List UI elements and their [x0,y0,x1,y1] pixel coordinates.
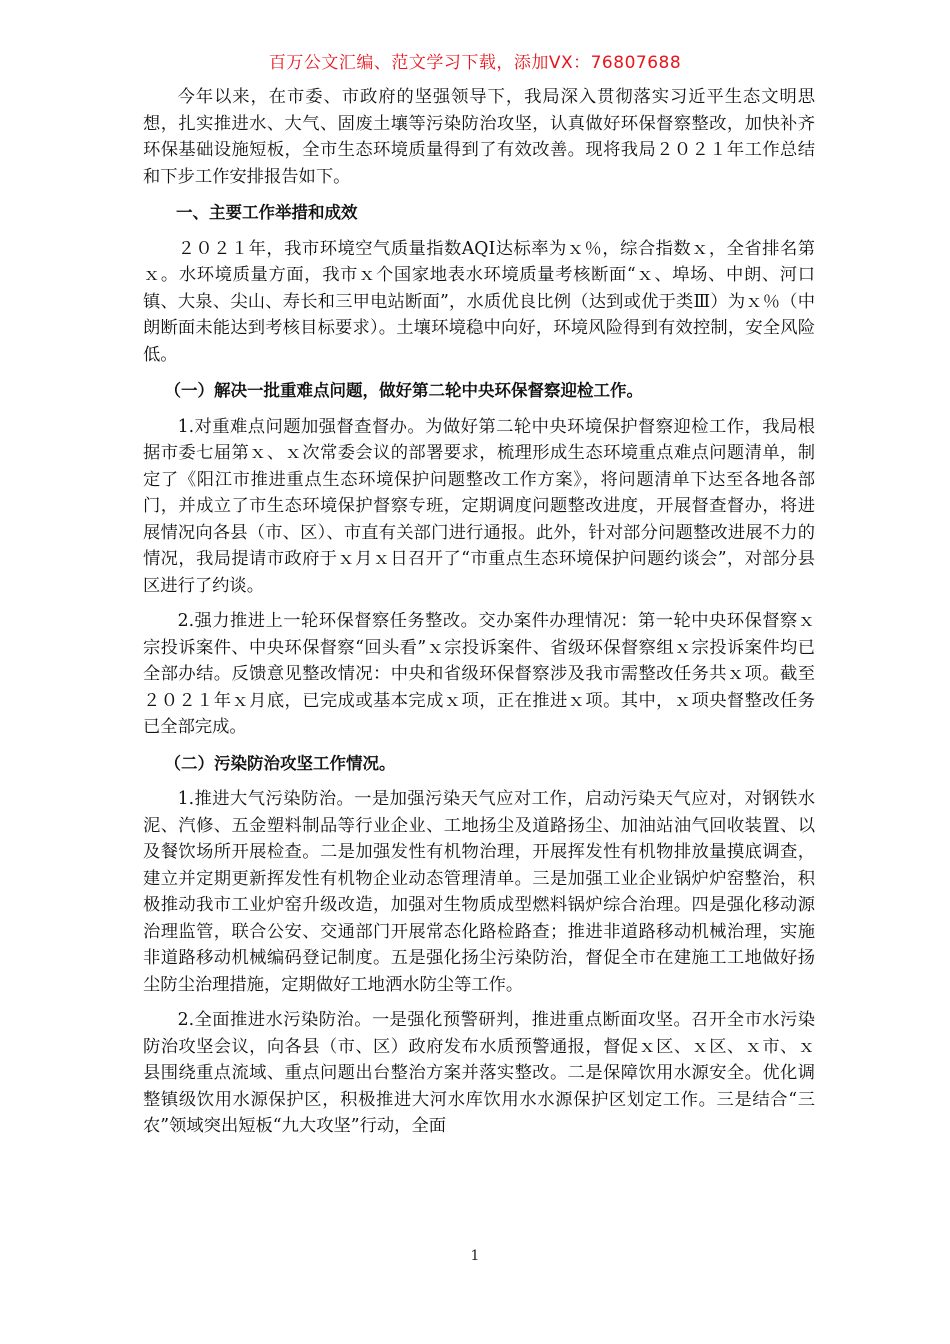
page-number: 1 [470,1248,480,1264]
promo-header: 百万公文汇编、范文学习下载，添加VX：76807688 [268,53,682,73]
subsection-2-heading: （二）污染防治攻坚工作情况。 [164,753,396,773]
subsection-1-paragraph-2: 2.强力推进上一轮环保督察任务整改。交办案件办理情况：第一轮中央环保督察ｘ宗投诉案件、中央环保督察“回头看”ｘ宗投诉案件、省级环保督察组ｘ宗投诉案件均已全部办结。反馈意见整改情况：中央和省级环保督察涉及我市需整改任务共ｘ项。截至２０２１年ｘ月底，已完成或基本完成ｘ项，正在推进ｘ项。其中，ｘ项央督整改任务已全部完成。 [143,611,815,737]
section-1-summary: ２０２１年，我市环境空气质量指数AQI达标率为ｘ％，综合指数ｘ，全省排名第ｘ。水环境质量方面，我市ｘ个国家地表水环境质量考核断面“ｘ、埠场、中朗、河口镇、大泉、尖山、寿长和三甲电站断面”，水质优良比例（达到或优于类Ⅲ）为ｘ％（中朗断面未能达到考核目标要求）。土壤环境稳中向好，环境风险得到有效控制，安全风险低。 [143,238,815,365]
section-1-heading: 一、主要工作举措和成效 [176,203,358,222]
subsection-1-heading: （一）解决一批重难点问题，做好第二轮中央环保督察迎检工作。 [164,381,643,400]
document-body [143,84,815,1140]
subsection-2-paragraph-2: 2.全面推进水污染防治。一是强化预警研判，推进重点断面攻坚。召开全市水污染防治攻坚会议，向各县（市、区）政府发布水质预警通报，督促ｘ区、ｘ区、ｘ市、ｘ县围绕重点流域、重点问题出台整治方案并落实整改。二是保障饮用水源安全。优化调整镇级饮用水源保护区，积极推进大河水库饮用水水源保护区划定工作。三是结合“三农”领域突出短板“九大攻坚”行动，全面 [143,1010,815,1136]
subsection-1-paragraph-1: 1.对重难点问题加强督查督办。为做好第二轮中央环境保护督察迎检工作，我局根据市委七届第ｘ、ｘ次常委会议的部署要求，梳理形成生态环境重点难点问题清单，制定了《阳江市推进重点生态环境保护问题整改工作方案》，将问题清单下达至各地各部门，并成立了市生态环境保护督察专班，定期调度问题整改进度，开展督查督办，将进展情况向各县（市、区）、市直有关部门进行通报。此外，针对部分问题整改进展不力的情况，我局提请市政府于ｘ月ｘ日召开了“市重点生态环境保护问题约谈会”，对部分县区进行了约谈。 [143,416,815,596]
intro-paragraph: 今年以来，在市委、市政府的坚强领导下，我局深入贯彻落实习近平生态文明思想，扎实推进水、大气、固废土壤等污染防治攻坚，认真做好环保督察整改，加快补齐环保基础设施短板，全市生态环境质量得到了有效改善。现将我局２０２１年工作总结和下步工作安排报告如下。 [143,87,815,187]
subsection-2-paragraph-1: 1.推进大气污染防治。一是加强污染天气应对工作，启动污染天气应对，对钢铁水泥、汽修、五金塑料制品等行业企业、工地扬尘及道路扬尘、加油站油气回收装置、以及餐饮场所开展检查。二是加强发性有机物治理，开展挥发性有机物排放量摸底调查，建立并定期更新挥发性有机物企业动态管理清单。三是加强工业企业锅炉炉窑整治，积极推动我市工业炉窑升级改造，加强对生物质成型燃料锅炉综合治理。四是强化移动源治理监管，联合公安、交通部门开展常态化路检路查；推进非道路移动机械治理，实施非道路移动机械编码登记制度。五是强化扬尘污染防治，督促全市在建施工工地做好扬尘防尘治理措施，定期做好工地洒水防尘等工作。 [143,789,815,995]
